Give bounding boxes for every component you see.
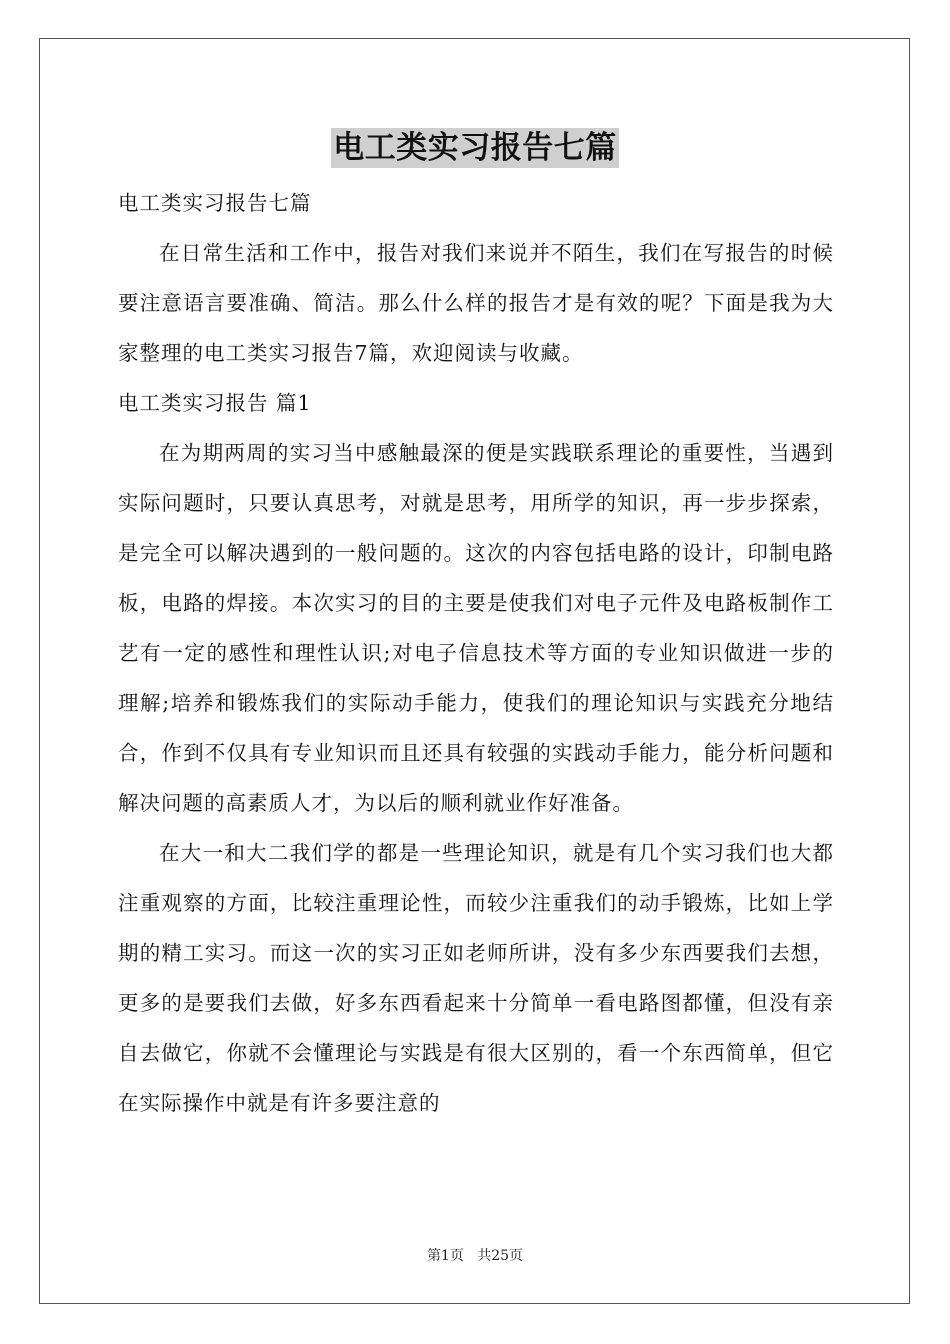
page-number: 第1页 xyxy=(426,1248,464,1264)
section-paragraph-2: 在大一和大二我们学的都是一些理论知识，就是有几个实习我们也大都注重观察的方面，比较注重理论性，而较少注重我们的动手锻炼，比如上学期的精工实习。而这一次的实习正如老师所讲，没有多少东西要我们去想，更多的是要我们去做，好多东西看起来十分简单一看电路图都懂，但没有亲自去做它，你就不会懂理论与实践是有很大区别的，看一个东西简单，但它在实际操作中就是有许多要注意的 xyxy=(118,841,834,1115)
section-heading: 电工类实习报告 篇1 xyxy=(118,391,312,415)
page-total: 共25页 xyxy=(477,1248,524,1264)
document-body xyxy=(118,178,834,1128)
document-title: 电工类实习报告七篇 xyxy=(333,130,617,166)
title-container xyxy=(0,128,950,168)
section-paragraph-1: 在为期两周的实习当中感触最深的便是实践联系理论的重要性，当遇到实际问题时，只要认真思考，对就是思考，用所学的知识，再一步步探索，是完全可以解决遇到的一般问题的。这次的内容包括电路的设计，印制电路板，电路的焊接。本次实习的目的主要是使我们对电子元件及电路板制作工艺有一定的感性和理性认识;对电子信息技术等方面的专业知识做进一步的理解;培养和锻炼我们的实际动手能力，使我们的理论知识与实践充分地结合，作到不仅具有专业知识而且还具有较强的实践动手能力，能分析问题和解决问题的高素质人才，为以后的顺利就业作好准备。 xyxy=(118,441,834,815)
page-footer xyxy=(0,1245,950,1265)
document-subtitle: 电工类实习报告七篇 xyxy=(118,191,312,215)
intro-paragraph: 在日常生活和工作中，报告对我们来说并不陌生，我们在写报告的时候要注意语言要准确、简洁。那么什么样的报告才是有效的呢？下面是我为大家整理的电工类实习报告7篇，欢迎阅读与收藏。 xyxy=(118,241,834,365)
